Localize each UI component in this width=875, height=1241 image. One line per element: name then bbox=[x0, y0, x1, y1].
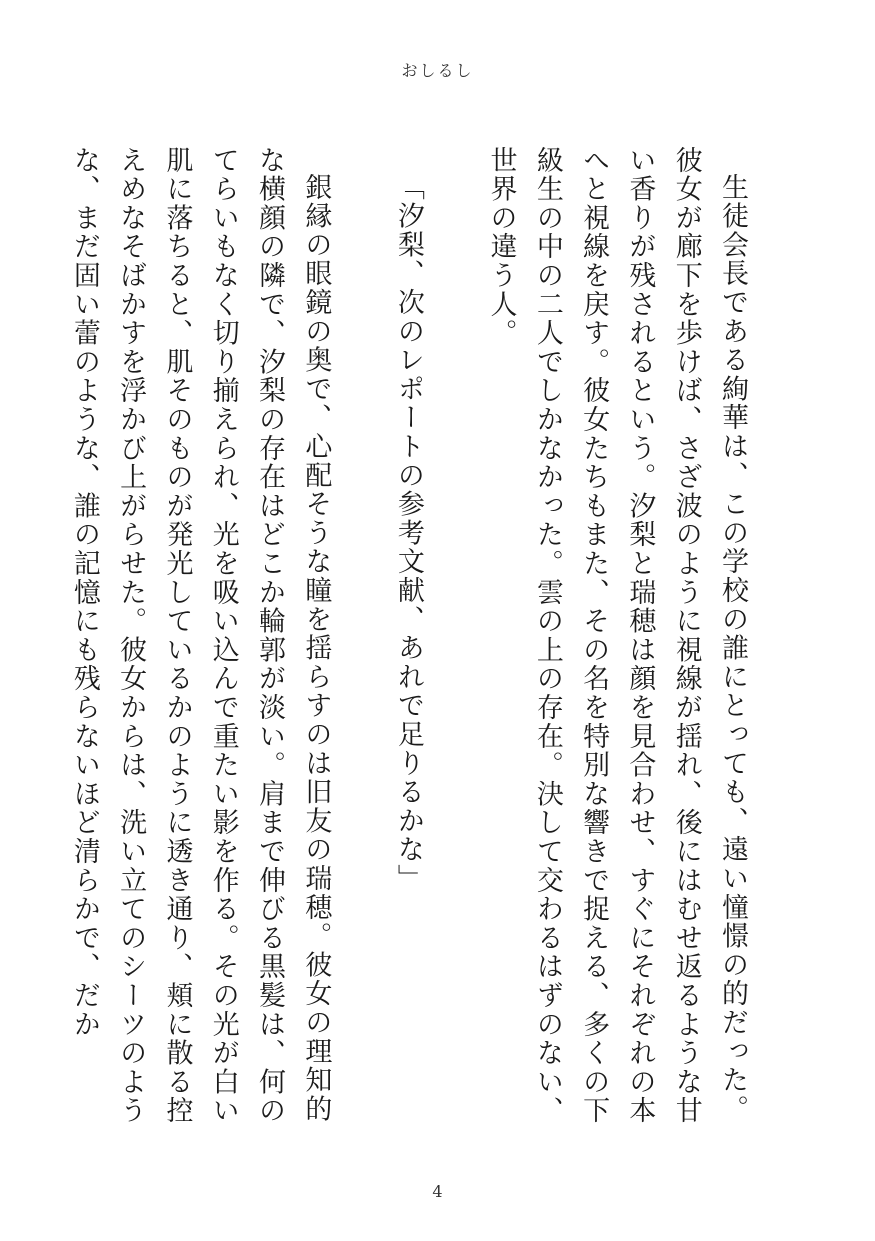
paragraph-2: 銀縁の眼鏡の奥で、心配そうな瞳を揺らすのは旧友の瑞穂。彼女の理知的な横顔の隣で、汐梨の存在はどこか輪郭が淡い。肩まで伸びる黒髪は、何のてらいもなく切り揃えられ、光を吸い込んで重たい影を作る。その光が白い肌に落ちると、肌そのものが発光しているかのように透き通り、頬に散る控えめなそばかすを浮かび上がらせた。彼女からは、洗い立てのシーツのような、まだ固い蕾のような、誰の記憶にも残らないほど清らかで、だか bbox=[68, 146, 332, 1126]
vertical-text-body bbox=[68, 146, 755, 1146]
page-number: 4 bbox=[432, 1182, 443, 1201]
blank-line bbox=[431, 146, 477, 1146]
blank-line-2 bbox=[338, 146, 384, 1146]
dialogue-line: 「汐梨、次のレポートの参考文献、あれで足りるかな」 bbox=[392, 173, 424, 893]
paragraph-1: 生徒会長である絢華は、この学校の誰にとっても、遠い憧憬の的だった。彼女が廊下を歩けば、さざ波のように視線が揺れ、後にはむせ返るような甘い香りが残されるという。汐梨と瑞穂は顔を見合わせ、すぐにそれぞれの本へと視線を戻す。彼女たちもまた、その名を特別な響きで捉える、多くの下級生の中の二人でしかなかった。雲の上の存在。決して交わるはずのない、世界の違う人。 bbox=[485, 146, 748, 1126]
running-header: おしるし bbox=[401, 61, 474, 80]
